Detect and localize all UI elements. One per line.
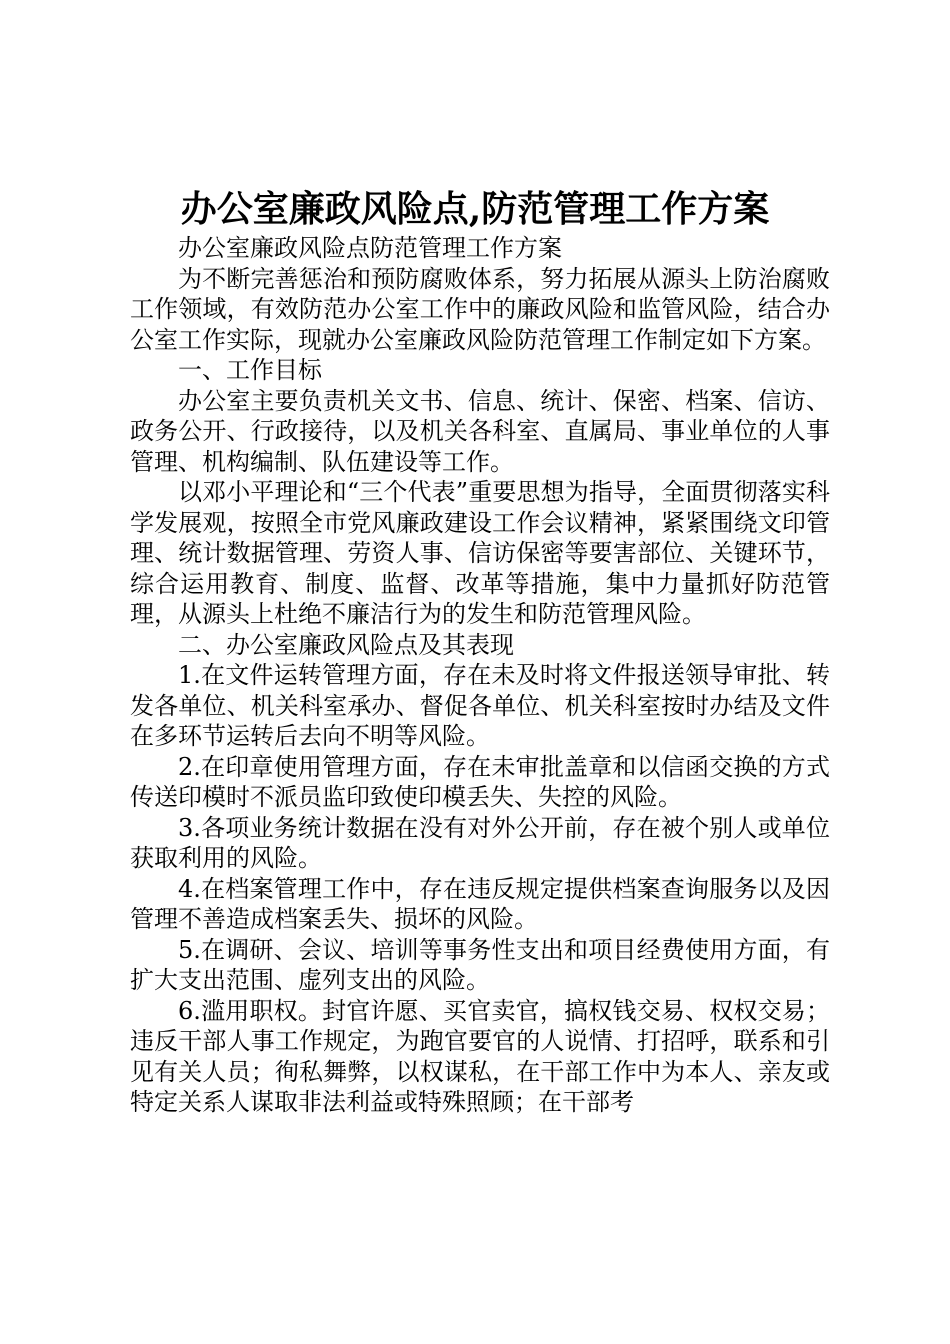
- section-heading-goals: 一、工作目标: [178, 356, 322, 384]
- subtitle-paragraph: 办公室廉政风险点防范管理工作方案: [178, 234, 562, 262]
- risk-item-4: 4.在档案管理工作中，存在违反规定提供档案查询服务以及因管理不善造成档案丢失、损坏的风险。: [130, 874, 830, 933]
- document-body: [130, 233, 830, 1118]
- risk-item-5: 5.在调研、会议、培训等事务性支出和项目经费使用方面，有扩大支出范围、虚列支出的风险。: [130, 935, 830, 994]
- intro-paragraph: 为不断完善惩治和预防腐败体系，努力拓展从源头上防治腐败工作领域，有效防范办公室工作中的廉政风险和监管风险，结合办公室工作实际，现就办公室廉政风险防范管理工作制定如下方案。: [130, 264, 830, 354]
- goals-paragraph-responsibilities: 办公室主要负责机关文书、信息、统计、保密、档案、信访、政务公开、行政接待，以及机关各科室、直属局、事业单位的人事管理、机构编制、队伍建设等工作。: [130, 386, 830, 476]
- risk-item-3: 3.各项业务统计数据在没有对外公开前，存在被个别人或单位获取利用的风险。: [130, 813, 830, 872]
- risk-item-6: 6.滥用职权。封官许愿、买官卖官，搞权钱交易、权权交易；违反干部人事工作规定，为跑官要官的人说情、打招呼，联系和引见有关人员；徇私舞弊，以权谋私，在干部工作中为本人、亲友或特定关系人谋取非法利益或特殊照顾；在干部考: [130, 996, 830, 1116]
- goals-paragraph-guidance: 以邓小平理论和“三个代表”重要思想为指导，全面贯彻落实科学发展观，按照全市党风廉政建设工作会议精神，紧紧围绕文印管理、统计数据管理、劳资人事、信访保密等要害部位、关键环节，综合运用教育、制度、监督、改革等措施，集中力量抓好防范管理，从源头上杜绝不廉洁行为的发生和防范管理风险。: [130, 478, 830, 628]
- section-heading-risk-points: 二、办公室廉政风险点及其表现: [178, 630, 514, 659]
- risk-item-1: 1.在文件运转管理方面，存在未及时将文件报送领导审批、转发各单位、机关科室承办、督促各单位、机关科室按时办结及文件在多环节运转后去向不明等风险。: [130, 661, 830, 750]
- document-title: 办公室廉政风险点,防范管理工作方案: [180, 188, 770, 230]
- risk-item-2: 2.在印章使用管理方面，存在未审批盖章和以信函交换的方式传送印模时不派员监印致使印模丢失、失控的风险。: [130, 752, 830, 811]
